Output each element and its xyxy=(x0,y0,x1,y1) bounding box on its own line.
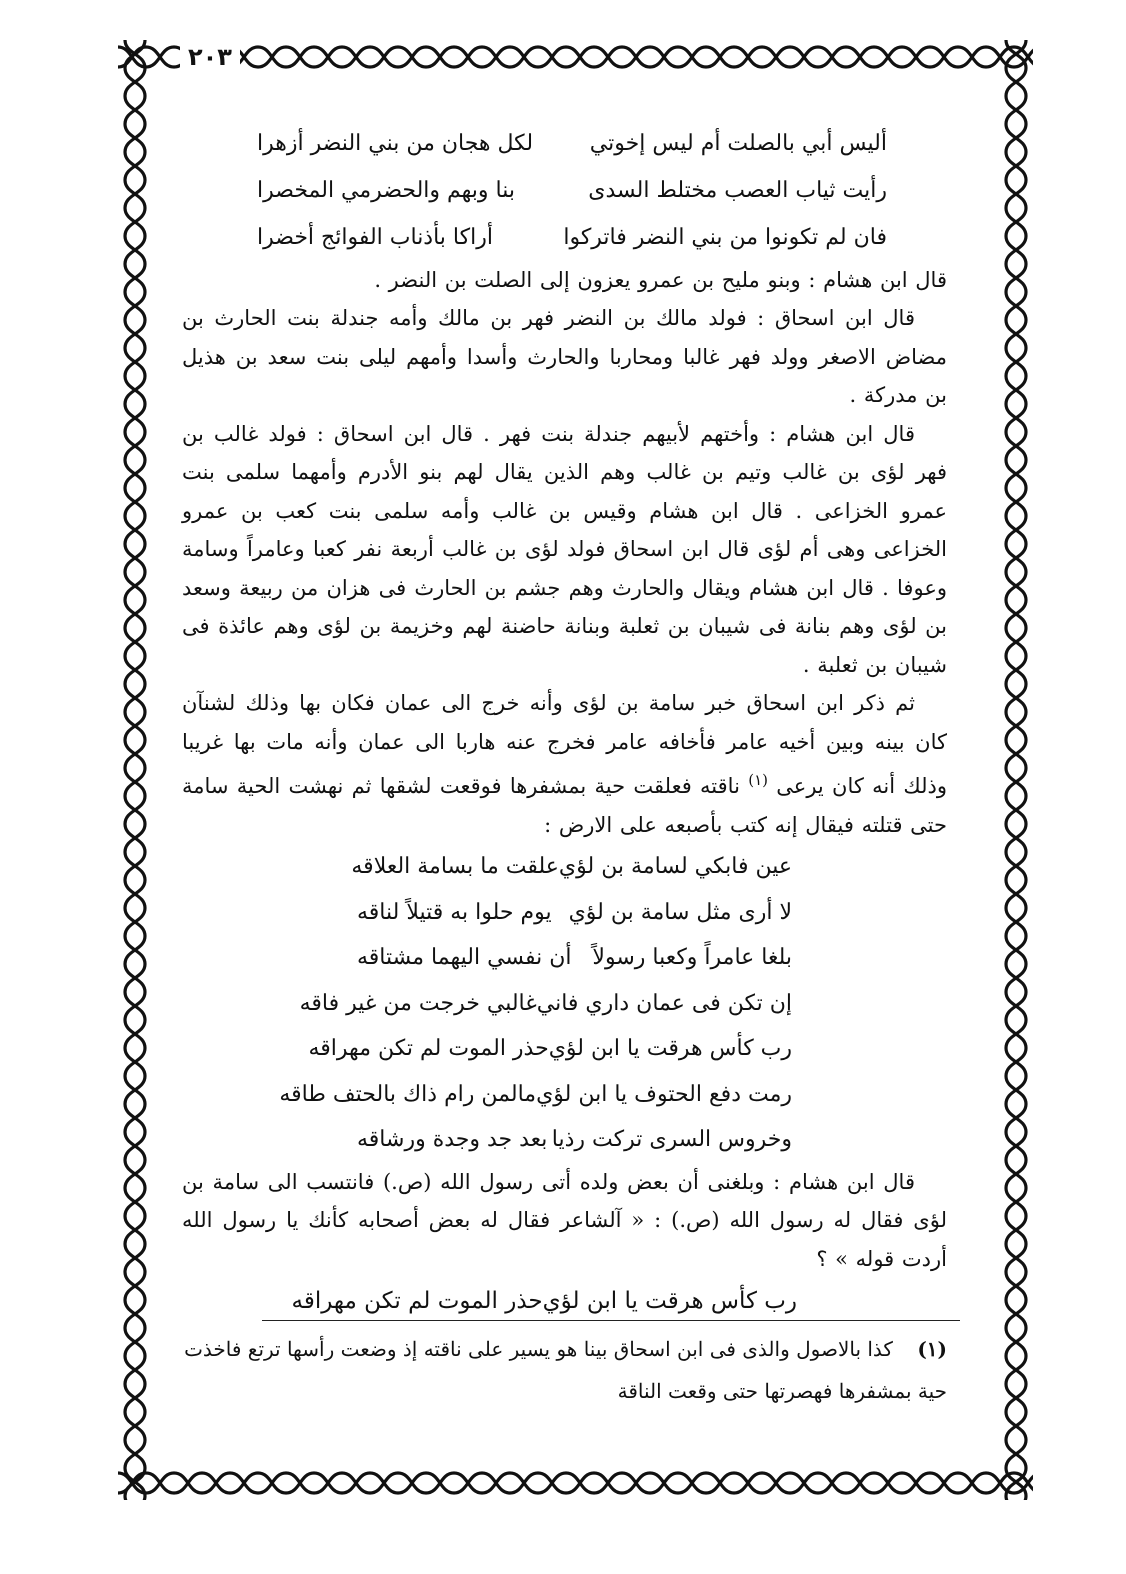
border-knot xyxy=(125,936,145,964)
border-knot xyxy=(125,1216,145,1244)
border-knot xyxy=(230,1473,258,1493)
verse-second-half: أن نفسي اليهما مشتاقه xyxy=(357,945,572,970)
border-knot xyxy=(125,1020,145,1048)
verse-second-half: حذر الموت لم تكن مهراقه xyxy=(308,1036,549,1061)
border-knot xyxy=(125,628,145,656)
verse-line xyxy=(299,981,792,1027)
border-knot xyxy=(1006,684,1026,712)
border-knot xyxy=(125,1188,145,1216)
border-knot xyxy=(734,1473,762,1493)
border-knot xyxy=(1006,1300,1026,1328)
verse-second-half: غالبي خرجت من غير فاقه xyxy=(299,990,537,1016)
border-right xyxy=(999,40,1033,1500)
border-knot xyxy=(286,47,314,67)
border-knot xyxy=(125,1048,145,1076)
border-knot xyxy=(678,47,706,67)
verse-line xyxy=(357,890,792,936)
border-knot xyxy=(846,1473,874,1493)
verse-second-half: بنا وبهم والحضرمي المخصرا xyxy=(257,178,516,203)
border-left xyxy=(118,40,152,1500)
border-knot xyxy=(125,1132,145,1160)
border-knot xyxy=(1006,1384,1026,1412)
verse-line xyxy=(257,214,887,261)
verse-line xyxy=(351,844,792,890)
border-knot xyxy=(258,47,286,67)
border-knot xyxy=(125,572,145,600)
border-knot xyxy=(125,124,145,152)
border-knot xyxy=(790,47,818,67)
border-knot xyxy=(398,47,426,67)
verse-line xyxy=(357,935,792,981)
verse-first-half: إن تكن فى عمان داري فاني xyxy=(536,990,792,1016)
border-knot xyxy=(1006,740,1026,768)
border-knot xyxy=(650,47,678,67)
border-knot xyxy=(1006,824,1026,852)
border-knot xyxy=(790,1473,818,1493)
border-knot xyxy=(510,1473,538,1493)
footnote-divider xyxy=(262,1320,960,1321)
verse-second-half: لكل هجان من بني النضر أزهرا xyxy=(257,131,534,156)
border-knot xyxy=(678,1473,706,1493)
border-knot xyxy=(125,488,145,516)
border-knot xyxy=(1006,264,1026,292)
border-knot xyxy=(125,320,145,348)
border-knot xyxy=(846,47,874,67)
verse-first-half: لا أرى مثل سامة بن لؤي xyxy=(568,899,792,925)
border-knot xyxy=(125,740,145,768)
border-knot xyxy=(125,1160,145,1188)
border-knot xyxy=(1006,544,1026,572)
border-knot xyxy=(258,1473,286,1493)
border-knot xyxy=(1006,124,1026,152)
border-knot xyxy=(1006,404,1026,432)
border-knot xyxy=(1006,236,1026,264)
border-knot xyxy=(902,47,930,67)
border-knot xyxy=(125,908,145,936)
border-knot xyxy=(1006,992,1026,1020)
border-knot xyxy=(1006,1468,1026,1496)
border-knot xyxy=(706,47,734,67)
border-knot xyxy=(622,47,650,67)
paragraph: قال ابن هشام : وبلغنى أن بعض ولده أتى رسول الله (ص.) فانتسب الى سامة بن لؤى فقال له رسول الله (ص.) : « آلشاعر فقال له بعض أصحابه كأنك يا رسول الله أردت قوله » ؟ xyxy=(182,1169,947,1271)
border-knot xyxy=(125,376,145,404)
border-knot xyxy=(1006,1356,1026,1384)
border-knot xyxy=(125,880,145,908)
border-knot xyxy=(1006,572,1026,600)
paragraph: قال ابن اسحاق : فولد مالك بن النضر فهر بن مالك وأمه جندلة بنت الحارث بن مضاض الاصغر وولد فهر غالبا ومحاربا والحارث وأسدا وأمهم ليلى بنت سعد بن هذيل بن مدركة . xyxy=(182,306,947,407)
border-knot xyxy=(1006,1272,1026,1300)
verse-first-half: فان لم تكونوا من بني النضر فاتركوا xyxy=(563,225,887,250)
verse-second-half: يوم حلوا به قتيلاً لناقه xyxy=(357,899,552,925)
page-body xyxy=(182,120,947,1324)
footnote-label: (١) xyxy=(917,1337,947,1361)
border-knot xyxy=(426,1473,454,1493)
border-knot xyxy=(342,1473,370,1493)
border-knot xyxy=(1006,516,1026,544)
page-number: ٢٠٣ xyxy=(180,42,240,72)
border-knot xyxy=(125,824,145,852)
border-knot xyxy=(125,656,145,684)
footnote-reference[interactable]: (١) xyxy=(748,771,768,789)
verse-second-half: مالمن رام ذاك بالحتف طاقه xyxy=(279,1081,537,1107)
border-knot xyxy=(958,47,986,67)
border-knot xyxy=(1006,1076,1026,1104)
border-knot xyxy=(566,1473,594,1493)
border-knot xyxy=(1006,964,1026,992)
border-knot xyxy=(902,1473,930,1493)
border-knot xyxy=(125,768,145,796)
border-knot xyxy=(734,47,762,67)
verse-line xyxy=(257,167,887,214)
border-knot xyxy=(818,47,846,67)
border-knot xyxy=(125,852,145,880)
border-knot xyxy=(125,1272,145,1300)
border-knot xyxy=(314,47,342,67)
border-knot xyxy=(1006,1244,1026,1272)
border-knot xyxy=(125,544,145,572)
border-knot xyxy=(125,180,145,208)
border-knot xyxy=(1006,432,1026,460)
border-knot xyxy=(125,1104,145,1132)
border-knot xyxy=(874,47,902,67)
verse-second-half: حذر الموت لم تكن مهراقه xyxy=(291,1288,543,1314)
border-knot xyxy=(125,1384,145,1412)
verse-line xyxy=(308,1026,792,1072)
border-knot xyxy=(125,96,145,124)
border-knot xyxy=(874,1473,902,1493)
border-knot xyxy=(125,1300,145,1328)
border-knot xyxy=(125,40,145,68)
border-knot xyxy=(342,47,370,67)
border-knot xyxy=(125,1496,145,1500)
border-knot xyxy=(594,1473,622,1493)
border-knot xyxy=(1006,320,1026,348)
border-knot xyxy=(125,292,145,320)
border-knot xyxy=(1006,376,1026,404)
border-knot xyxy=(398,1473,426,1493)
border-knot xyxy=(125,460,145,488)
verse-first-half: عين فابكي لسامة بن لؤي xyxy=(558,854,792,879)
border-knot xyxy=(818,1473,846,1493)
border-knot xyxy=(958,1473,986,1493)
verse-line xyxy=(357,1117,792,1163)
border-top xyxy=(118,40,1033,74)
border-knot xyxy=(1006,880,1026,908)
verse-line xyxy=(257,120,887,167)
verse-first-half: رب كأس هرقت يا ابن لؤي xyxy=(542,1288,797,1314)
border-knot xyxy=(1006,292,1026,320)
border-knot xyxy=(1006,1328,1026,1356)
border-knot xyxy=(1006,656,1026,684)
border-knot xyxy=(1006,908,1026,936)
border-knot xyxy=(1006,488,1026,516)
border-knot xyxy=(370,47,398,67)
footnote-text: كذا بالاصول والذى فى ابن اسحاق بينا هو يسير على ناقته إذ وضعت رأسها ترتع فاخذت حية بمشفرها فهصرتها حتى وقعت الناقة xyxy=(184,1337,947,1403)
border-knot xyxy=(125,1328,145,1356)
border-knot xyxy=(482,1473,510,1493)
border-knot xyxy=(125,208,145,236)
border-knot xyxy=(125,516,145,544)
border-knot xyxy=(202,1473,230,1493)
border-knot xyxy=(1006,40,1026,68)
border-knot xyxy=(1006,796,1026,824)
border-knot xyxy=(314,1473,342,1493)
border-knot xyxy=(1006,68,1026,96)
border-knot xyxy=(125,1412,145,1440)
border-knot xyxy=(1006,712,1026,740)
border-knot xyxy=(1006,208,1026,236)
border-knot xyxy=(1006,852,1026,880)
border-knot xyxy=(1006,1216,1026,1244)
border-knot xyxy=(125,1496,145,1500)
border-knot xyxy=(594,47,622,67)
border-knot xyxy=(426,47,454,67)
verse-line xyxy=(291,1278,797,1324)
border-knot xyxy=(125,712,145,740)
border-knot xyxy=(1006,1188,1026,1216)
border-knot xyxy=(538,1473,566,1493)
border-knot xyxy=(125,1076,145,1104)
border-knot xyxy=(286,1473,314,1493)
border-knot xyxy=(125,1356,145,1384)
verse-second-half: علقت ما بسامة العلاقه xyxy=(351,854,559,879)
border-knot xyxy=(1006,348,1026,376)
border-knot xyxy=(1006,1412,1026,1440)
border-knot xyxy=(1006,1132,1026,1160)
border-knot xyxy=(125,432,145,460)
border-knot xyxy=(125,1440,145,1468)
paragraph: قال ابن هشام : وبنو مليح بن عمرو يعزون إلى الصلت بن النضر . xyxy=(374,268,947,292)
border-knot xyxy=(1006,1020,1026,1048)
border-knot xyxy=(1006,1440,1026,1468)
verse-first-half: وخروس السرى تركت رذيا xyxy=(551,1127,792,1152)
border-knot xyxy=(125,264,145,292)
border-knot xyxy=(125,152,145,180)
border-knot xyxy=(370,1473,398,1493)
border-knot xyxy=(650,1473,678,1493)
border-knot xyxy=(1006,460,1026,488)
border-knot xyxy=(566,47,594,67)
border-knot xyxy=(1006,628,1026,656)
border-knot xyxy=(1006,1104,1026,1132)
border-knot xyxy=(482,47,510,67)
verse-first-half: رمت دفع الحتوف يا ابن لؤي xyxy=(536,1081,792,1107)
border-knot xyxy=(125,236,145,264)
border-knot xyxy=(454,1473,482,1493)
footnote xyxy=(182,1328,947,1412)
verse-second-half: أراكا بأذناب الفوائج أخضرا xyxy=(257,225,493,250)
paragraph-text: ناقته فعلقت حية بمشفرها فوقعت لشقها ثم نهشت الحية سامة حتى قتلته فيقال إنه كتب بأصبعه على الارض : xyxy=(182,774,947,837)
border-knot xyxy=(125,796,145,824)
verse-second-half: بعد جد وجدة ورشاقه xyxy=(357,1127,548,1152)
border-knot xyxy=(125,68,145,96)
border-knot xyxy=(125,600,145,628)
border-knot xyxy=(125,404,145,432)
border-knot xyxy=(1006,152,1026,180)
border-knot xyxy=(1006,1048,1026,1076)
verse-first-half: بلغا عامراً وكعبا رسولاً xyxy=(592,945,792,970)
border-knot xyxy=(125,1244,145,1272)
border-knot xyxy=(930,1473,958,1493)
border-knot xyxy=(454,47,482,67)
border-knot xyxy=(1006,936,1026,964)
border-knot xyxy=(125,992,145,1020)
border-knot xyxy=(538,47,566,67)
border-knot xyxy=(1006,600,1026,628)
paragraph-text: ثم ذكر ابن اسحاق خبر سامة بن لؤى وأنه خرج الى عمان فكان بها وذلك لشنآن كان بينه وبين أخيه عامر فأخافه عامر فخرج عنه هاربا الى عمان وأنه مات بها غريبا وذلك أنه كان يرعى xyxy=(182,691,947,798)
border-knot xyxy=(706,1473,734,1493)
border-knot xyxy=(622,1473,650,1493)
border-knot xyxy=(125,684,145,712)
border-knot xyxy=(1006,96,1026,124)
border-bottom xyxy=(118,1466,1033,1500)
border-knot xyxy=(510,47,538,67)
verse-line xyxy=(279,1072,792,1118)
border-knot xyxy=(1006,1496,1026,1500)
paragraph: قال ابن هشام : وأختهم لأبيهم جندلة بنت فهر . قال ابن اسحاق : فولد غالب بن فهر لؤى بن غالب وتيم بن غالب وهم الذين يقال لهم بنو الأدرم وأمهما سلمى بنت عمرو الخزاعى . قال ابن هشام وقيس بن غالب وأمه سلمى بنت كعب بن عمرو الخزاعى وهى أم لؤى قال ابن اسحاق فولد لؤى بن غالب أربعة نفر كعبا وعامراً وسامة وعوفا . قال ابن هشام ويقال والحارث وهم جشم بن الحارث فى هزان من ربيعة وسعد بن لؤى وهم بنانة فى شيبان بن ثعلبة وبنانة حاضنة لهم وخزيمة بن لؤى وهم عائذة فى شيبان بن ثعلبة . xyxy=(182,421,947,677)
border-knot xyxy=(1006,768,1026,796)
border-knot xyxy=(1006,180,1026,208)
paragraph xyxy=(182,684,947,844)
border-knot xyxy=(762,1473,790,1493)
border-knot xyxy=(1006,1160,1026,1188)
verse-first-half: أليس أبي بالصلت أم ليس إخوتي xyxy=(589,131,887,156)
border-knot xyxy=(125,964,145,992)
verse-first-half: رب كأس هرقت يا ابن لؤي xyxy=(548,1036,792,1061)
border-knot xyxy=(125,348,145,376)
border-knot xyxy=(174,1473,202,1493)
verse-first-half: رأيت ثياب العصب مختلط السدى xyxy=(588,178,887,203)
border-knot xyxy=(1006,1496,1026,1500)
border-knot xyxy=(125,1468,145,1496)
border-knot xyxy=(762,47,790,67)
border-knot xyxy=(930,47,958,67)
